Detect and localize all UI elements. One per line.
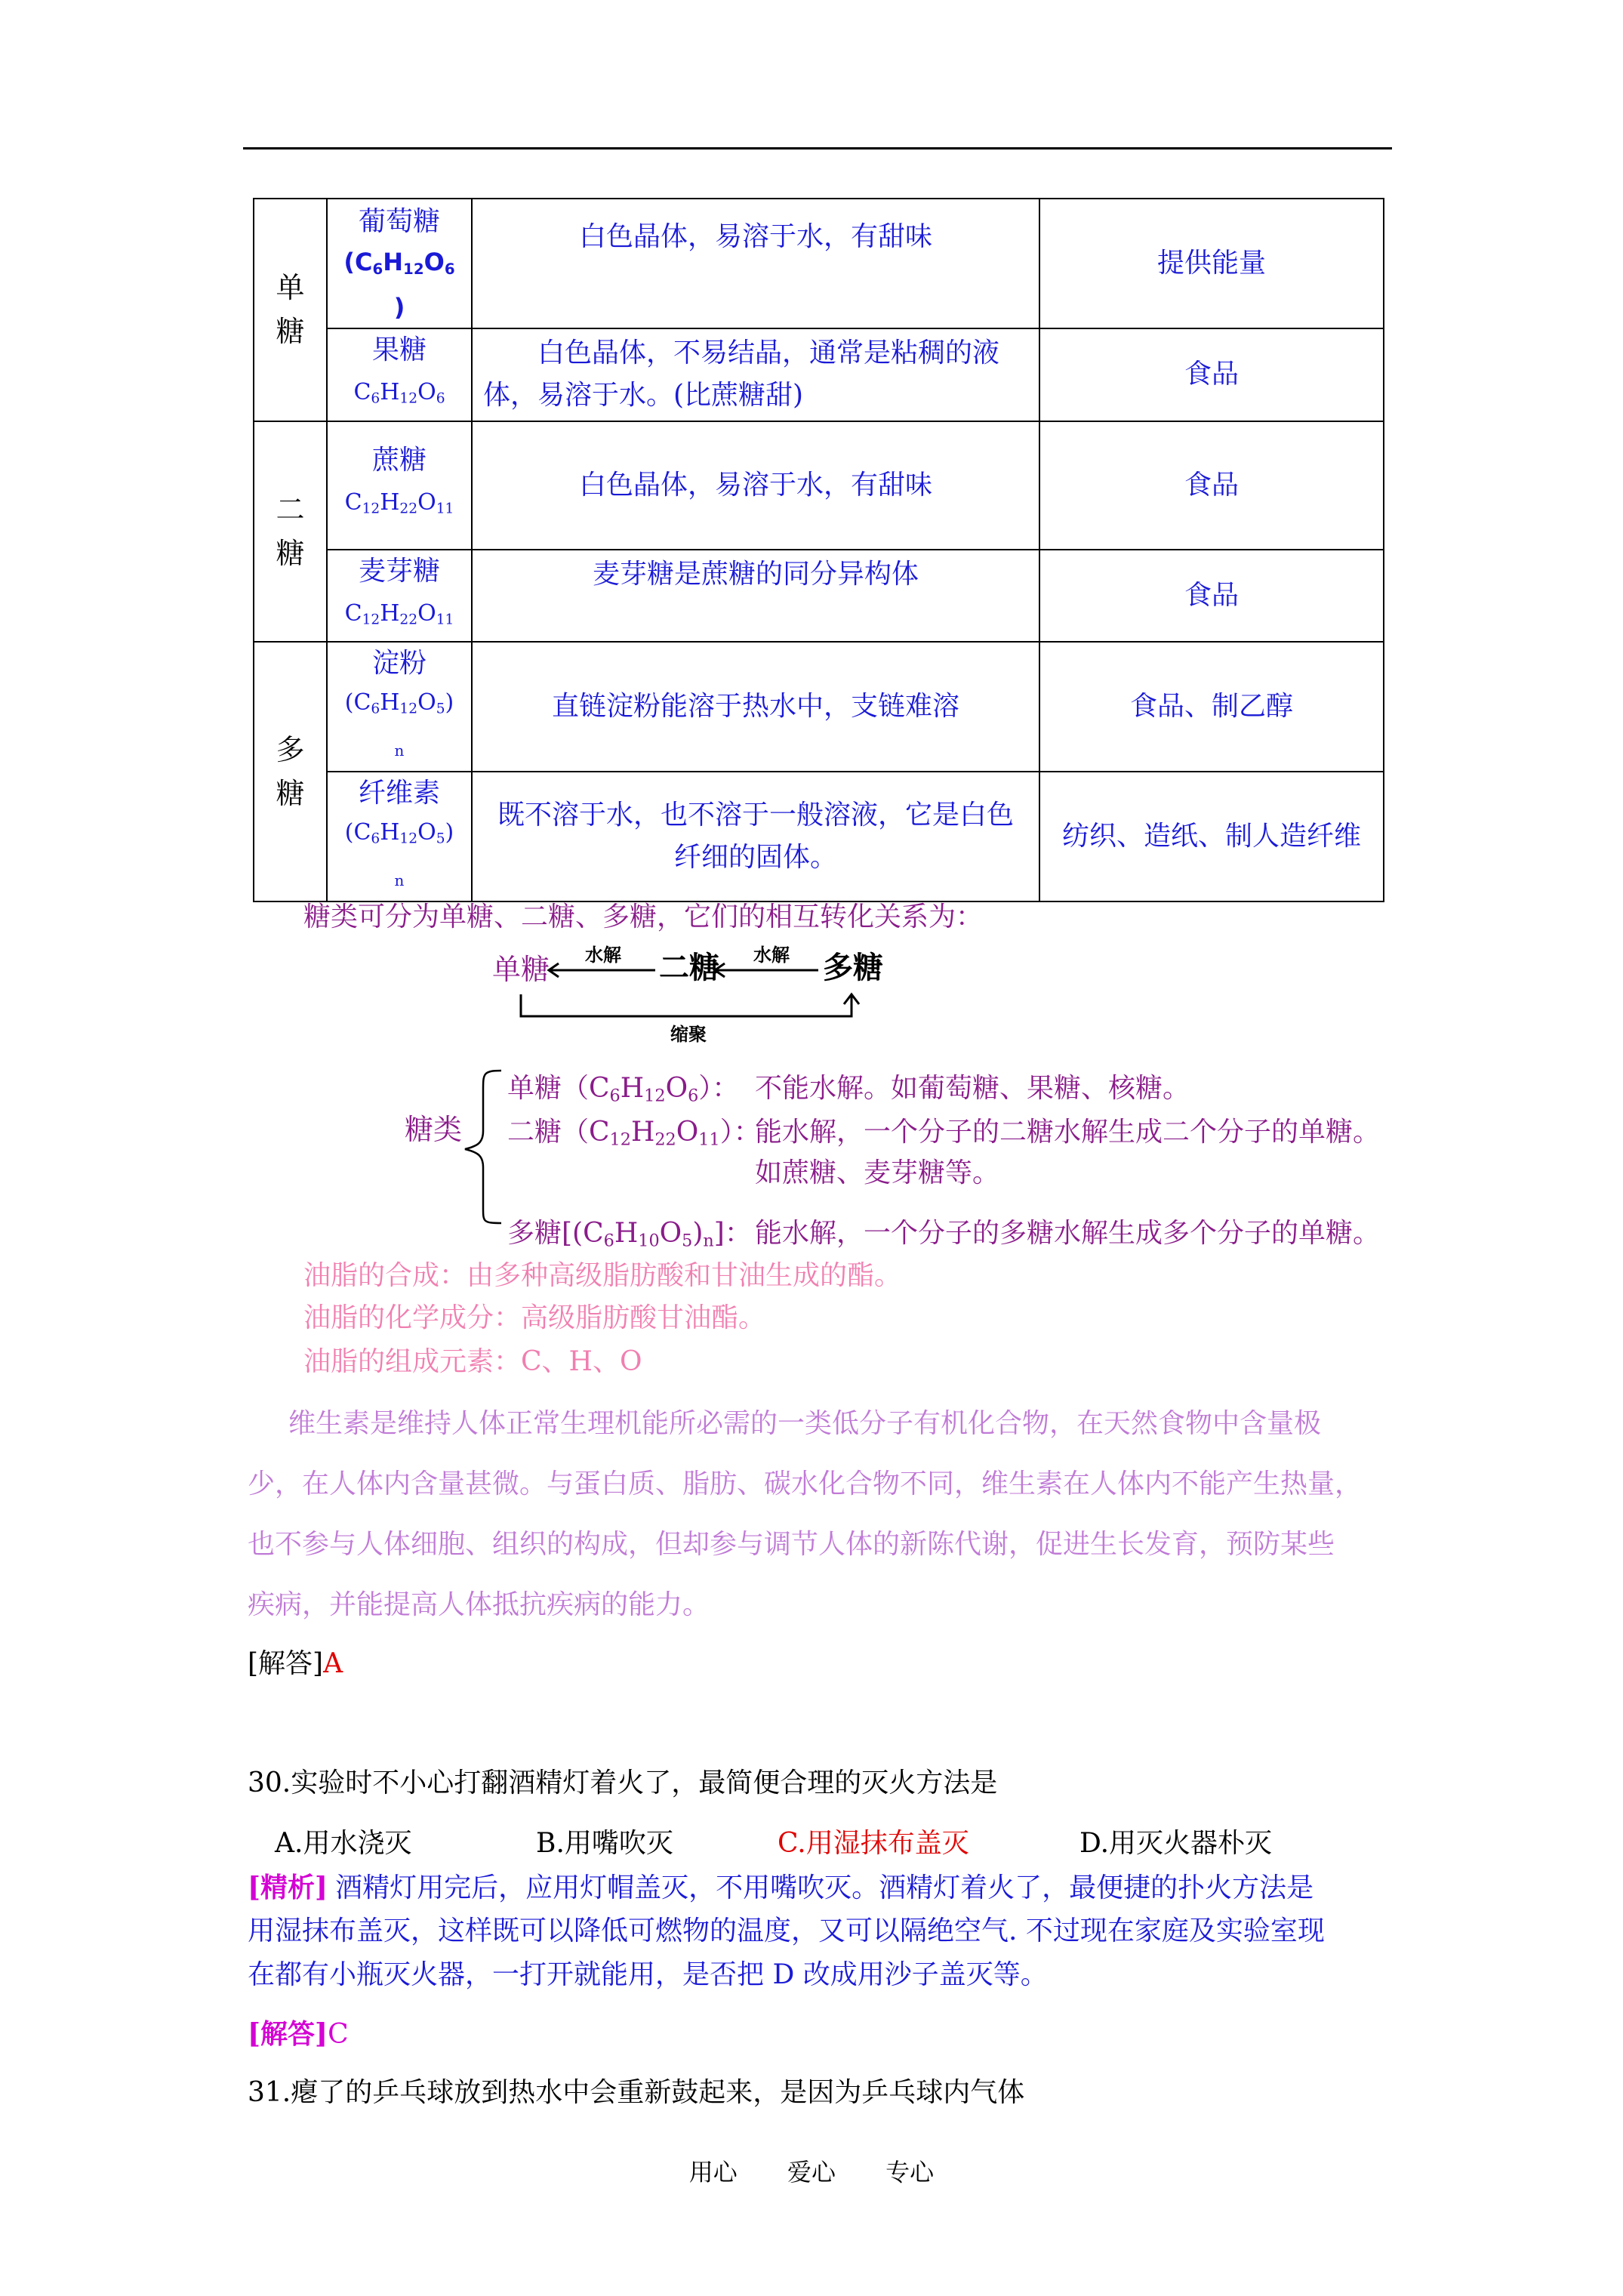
vitamin-line-2: 少，在人体内含量甚微。与蛋白质、脂肪、碳水化合物不同，维生素在人体内不能产生热量， <box>248 1469 1363 1499</box>
sugar-property: 直链淀粉能溶于热水中，支链难溶 <box>472 642 1039 772</box>
answer-value: C <box>328 2019 349 2050</box>
answer-30 <box>248 2016 349 2053</box>
sugar-property: 白色晶体，易溶于水，有甜味 <box>472 421 1039 550</box>
category-di: 二 糖 <box>254 421 327 643</box>
answer-label: [解答] <box>248 2018 328 2050</box>
analysis-label: [精析] <box>248 1872 328 1903</box>
sugar-name-cell <box>327 199 472 328</box>
sugar-formula: $C_6H_{12}O_6$ <box>353 379 445 407</box>
classify-di: 二糖$(C_{12}H_{22}O_{11})$： <box>507 1117 761 1150</box>
table-row <box>254 772 1384 901</box>
footer-word-1: 用心 <box>688 2158 738 2187</box>
diagram-condense: 缩聚 <box>670 1024 707 1045</box>
option-c: C.用湿抹布盖灭 <box>778 1828 969 1859</box>
sugar-use: 纺织、造纸、制人造纤维 <box>1039 772 1384 901</box>
sugar-name: 果糖 <box>371 334 427 365</box>
sugar-property: 麦芽糖是蔗糖的同分异构体 <box>472 550 1039 643</box>
oil-line-1: 油脂的合成：由多种高级脂肪酸和甘油生成的酯。 <box>303 1260 902 1291</box>
option-a: A.用水浇灭 <box>275 1828 412 1859</box>
footer-word-2: 爱心 <box>787 2158 836 2187</box>
category-poly: 多 糖 <box>254 642 327 901</box>
table-row <box>254 550 1384 643</box>
sugar-name: 蔗糖 <box>371 445 427 476</box>
sugar-formula: ($C_6H_{12}O_6$ ) <box>343 248 455 322</box>
classify-di-text: 能水解，一个分子的二糖水解生成二个分子的单糖。 <box>755 1117 1381 1148</box>
classify-di-text-2: 如蔗糖、麦芽糖等。 <box>755 1157 1000 1188</box>
option-d: D.用灭火器朴灭 <box>1079 1828 1273 1859</box>
classify-poly-text: 能水解，一个分子的多糖水解生成多个分子的单糖。 <box>755 1218 1381 1249</box>
sugar-name: 淀粉 <box>371 647 427 679</box>
answer-label: [解答] <box>248 1648 324 1679</box>
diagram-di: 二糖 <box>659 950 719 985</box>
brace-icon <box>460 1068 506 1226</box>
sugar-name-cell <box>327 642 472 772</box>
sugar-formula: $C_{12}H_{22}O_{11}$ <box>344 489 454 517</box>
sugar-name: 麦芽糖 <box>358 555 440 587</box>
sugar-name-cell <box>327 421 472 550</box>
table-row <box>254 642 1384 772</box>
sugar-property-text: 白色晶体，不易结晶，通常是粘稠的液体，易溶于水。(比蔗糖甜) <box>483 337 1000 411</box>
table-row <box>254 328 1384 421</box>
sugar-property: 白色晶体，易溶于水，有甜味 <box>472 199 1039 328</box>
diagram-hydrolysis-1: 水解 <box>585 945 621 966</box>
sugar-use: 食品、制乙醇 <box>1039 642 1384 772</box>
analysis-line-3: 在都有小瓶灭火器，一打开就能用，是否把 D 改成用沙子盖灭等。 <box>248 1959 1048 1990</box>
footer-word-3: 专心 <box>885 2158 935 2187</box>
option-b: B.用嘴吹灭 <box>536 1828 673 1859</box>
sugar-formula: $(C_6H_{12}O_5)$ n <box>344 689 454 760</box>
diagram-hydrolysis-2: 水解 <box>753 945 790 966</box>
analysis-line-1 <box>248 1869 1313 1906</box>
category-mono: 单 糖 <box>254 199 327 421</box>
sugar-use: 食品 <box>1039 421 1384 550</box>
classify-mono-text: 不能水解。如葡萄糖、果糖、核糖。 <box>755 1073 1190 1104</box>
analysis-line-2: 用湿抹布盖灭，这样既可以降低可燃物的温度，又可以隔绝空气. 不过现在家庭及实验室现 <box>248 1915 1325 1946</box>
vitamin-line-4: 疾病，并能提高人体抵抗疾病的能力。 <box>248 1589 710 1620</box>
sugar-name-cell <box>327 328 472 421</box>
sugar-table <box>253 198 1384 902</box>
sugar-use: 食品 <box>1039 550 1384 643</box>
page-footer <box>0 2153 1623 2188</box>
diagram-arrows <box>483 959 876 1027</box>
sugar-property: 既不溶于水，也不溶于一般溶液，它是白色纤细的固体。 <box>472 772 1039 901</box>
sugar-use: 提供能量 <box>1039 199 1384 328</box>
sugar-property <box>472 328 1039 421</box>
sugar-intro: 糖类可分为单糖、二糖、多糖，它们的相互转化关系为： <box>303 901 984 932</box>
diagram-poly: 多糖 <box>823 950 883 985</box>
sugar-use: 食品 <box>1039 328 1384 421</box>
sugar-name: 葡萄糖 <box>358 206 440 238</box>
analysis-text-1: 酒精灯用完后，应用灯帽盖灭，不用嘴吹灭。酒精灯着火了，最便捷的扑火方法是 <box>335 1872 1314 1903</box>
sugar-name: 纤维素 <box>358 777 440 809</box>
sugar-formula: $(C_6H_{12}O_5)$ n <box>344 818 454 889</box>
vitamin-line-3: 也不参与人体细胞、组织的构成，但却参与调节人体的新陈代谢，促进生长发育，预防某些 <box>248 1529 1335 1560</box>
sugar-formula: $C_{12}H_{22}O_{11}$ <box>344 599 454 628</box>
sugar-name-cell <box>327 772 472 901</box>
classify-mono: 单糖$(C_6H_{12}O_6)$： <box>507 1073 740 1106</box>
question-30: 30.实验时不小心打翻酒精灯着火了，最简便合理的灭火方法是 <box>248 1767 998 1798</box>
classify-poly: 多糖$[(C_6H_{10}O_5)_n]$： <box>507 1218 752 1251</box>
answer-value: A <box>323 1648 343 1679</box>
answer-29 <box>248 1646 343 1682</box>
table-row <box>254 199 1384 328</box>
header-rule <box>243 147 1392 149</box>
diagram-mono: 单糖 <box>492 953 550 986</box>
question-31: 31.瘪了的乒乓球放到热水中会重新鼓起来，是因为乒乓球内气体 <box>248 2077 1025 2108</box>
oil-line-2: 油脂的化学成分：高级脂肪酸甘油酯。 <box>303 1302 766 1333</box>
classify-root: 糖类 <box>405 1113 463 1146</box>
oil-line-3: 油脂的组成元素：C、H、O <box>303 1346 642 1377</box>
table-row <box>254 421 1384 550</box>
sugar-name-cell <box>327 550 472 643</box>
vitamin-line-1: 维生素是维持人体正常生理机能所必需的一类低分子有机化合物，在天然食物中含量极 <box>288 1408 1322 1439</box>
